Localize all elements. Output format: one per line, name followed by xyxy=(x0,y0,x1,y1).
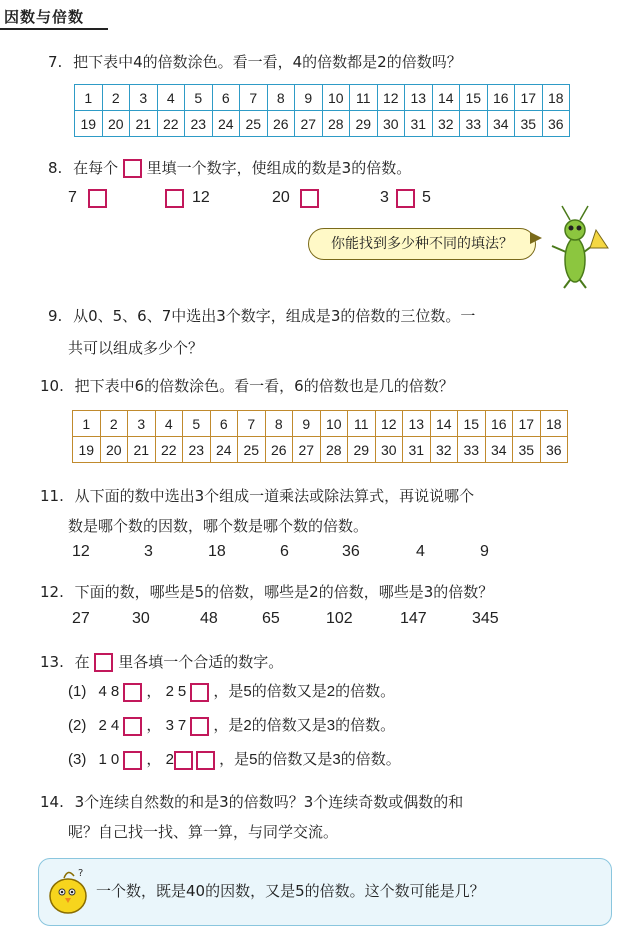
digit-box-4[interactable] xyxy=(396,189,415,208)
table-cell[interactable]: 3 xyxy=(130,85,158,111)
table-cell[interactable]: 21 xyxy=(130,111,158,137)
chick-mascot-icon xyxy=(44,864,92,916)
table-cell[interactable]: 33 xyxy=(460,111,488,137)
question-8-text-after: 里填一个数字，使组成的数是3的倍数。 xyxy=(146,159,412,177)
question-7-text: 把下表中4的倍数涂色。看一看，4的倍数都是2的倍数吗？ xyxy=(73,53,462,71)
table-cell[interactable]: 6 xyxy=(210,411,238,437)
item-1-prefix: 7 xyxy=(68,189,77,206)
table-cell[interactable]: 26 xyxy=(265,437,293,463)
sub-number-a: 10 xyxy=(98,751,124,768)
question-10 xyxy=(40,376,454,396)
question-7 xyxy=(48,52,462,72)
separator: ， xyxy=(146,683,162,700)
table-cell[interactable]: 29 xyxy=(348,437,376,463)
table-cell[interactable]: 7 xyxy=(240,85,268,111)
number: 36 xyxy=(342,543,360,560)
digit-box[interactable] xyxy=(190,683,209,702)
number: 6 xyxy=(280,543,289,560)
multiples-table-4 xyxy=(74,84,570,137)
table-cell[interactable]: 15 xyxy=(458,411,486,437)
digit-box[interactable] xyxy=(123,683,142,702)
question-13-sub-1 xyxy=(68,682,395,702)
table-cell[interactable]: 9 xyxy=(295,85,323,111)
sub-number-a: 24 xyxy=(98,717,124,734)
digit-box[interactable] xyxy=(174,751,193,770)
table-cell[interactable]: 23 xyxy=(183,437,211,463)
digit-box-3[interactable] xyxy=(300,189,319,208)
digit-box[interactable] xyxy=(123,717,142,736)
table-cell[interactable]: 11 xyxy=(348,411,376,437)
table-cell[interactable]: 8 xyxy=(265,411,293,437)
question-7-label: 7. xyxy=(48,53,63,71)
grasshopper-mascot-icon xyxy=(540,200,610,290)
number: 65 xyxy=(262,610,280,627)
table-cell[interactable]: 28 xyxy=(320,437,348,463)
item-3-prefix: 20 xyxy=(272,189,290,206)
table-cell[interactable]: 15 xyxy=(460,85,488,111)
number: 48 xyxy=(200,610,218,627)
digit-box[interactable] xyxy=(190,717,209,736)
number: 147 xyxy=(400,610,427,627)
table-cell[interactable]: 34 xyxy=(485,437,513,463)
table-cell[interactable]: 29 xyxy=(350,111,378,137)
table-cell[interactable]: 20 xyxy=(102,111,130,137)
sub-suffix: ，是5的倍数又是3的倍数。 xyxy=(219,751,401,768)
table-cell[interactable]: 7 xyxy=(238,411,266,437)
table-cell[interactable]: 17 xyxy=(513,411,541,437)
question-9-line1: 从0、5、6、7中选出3个数字，组成是3的倍数的三位数。一 xyxy=(73,307,476,325)
table-cell[interactable]: 10 xyxy=(320,411,348,437)
question-14-label: 14. xyxy=(40,793,64,811)
table-cell[interactable]: 17 xyxy=(515,85,543,111)
number: 30 xyxy=(132,610,150,627)
question-10-label: 10. xyxy=(40,377,64,395)
question-9-line2: 共可以组成多少个？ xyxy=(68,339,204,357)
item-4-prefix: 3 xyxy=(380,189,389,206)
question-12-label: 12. xyxy=(40,583,64,601)
separator: ， xyxy=(146,717,162,734)
question-13-text-after: 里各填一个合适的数字。 xyxy=(118,653,284,671)
question-11 xyxy=(40,486,474,506)
table-cell[interactable]: 19 xyxy=(73,437,101,463)
table-cell[interactable]: 22 xyxy=(155,437,183,463)
table-cell[interactable]: 16 xyxy=(487,85,515,111)
question-11-label: 11. xyxy=(40,487,64,505)
question-13-label: 13. xyxy=(40,653,64,671)
table-cell[interactable]: 34 xyxy=(487,111,515,137)
page-header: 因数与倍数 xyxy=(4,8,85,26)
table-cell[interactable]: 30 xyxy=(375,437,403,463)
table-cell[interactable]: 16 xyxy=(485,411,513,437)
sub-number-a: 48 xyxy=(98,683,124,700)
multiples-table-6 xyxy=(72,410,568,463)
table-cell[interactable]: 1 xyxy=(73,411,101,437)
table-cell[interactable]: 8 xyxy=(267,85,295,111)
table-cell[interactable]: 24 xyxy=(210,437,238,463)
question-11-line2: 数是哪个数的因数，哪个数是哪个数的倍数。 xyxy=(68,517,369,535)
table-cell[interactable]: 19 xyxy=(75,111,103,137)
table-cell[interactable]: 28 xyxy=(322,111,350,137)
table-cell[interactable]: 9 xyxy=(293,411,321,437)
sub-suffix: ，是5的倍数又是2的倍数。 xyxy=(213,683,396,700)
table-cell[interactable]: 18 xyxy=(542,85,570,111)
table-cell[interactable]: 32 xyxy=(432,111,460,137)
question-13-sub-3 xyxy=(68,750,401,770)
table-cell[interactable]: 5 xyxy=(185,85,213,111)
table-cell[interactable]: 26 xyxy=(267,111,295,137)
item-2-suffix: 12 xyxy=(192,189,210,206)
table-cell[interactable]: 14 xyxy=(430,411,458,437)
question-10-text: 把下表中6的倍数涂色。看一看，6的倍数也是几的倍数？ xyxy=(74,377,454,395)
table-cell[interactable]: 10 xyxy=(322,85,350,111)
table-cell[interactable]: 5 xyxy=(183,411,211,437)
table-cell[interactable]: 13 xyxy=(405,85,433,111)
question-8 xyxy=(48,158,411,178)
number: 12 xyxy=(72,543,90,560)
table-cell[interactable]: 31 xyxy=(405,111,433,137)
question-12-text: 下面的数，哪些是5的倍数，哪些是2的倍数，哪些是3的倍数？ xyxy=(74,583,494,601)
table-cell[interactable]: 12 xyxy=(377,85,405,111)
number: 9 xyxy=(480,543,489,560)
sub-tag: (2) xyxy=(68,717,87,734)
question-14-line1: 3个连续自然数的和是3的倍数吗？3个连续奇数或偶数的和 xyxy=(74,793,464,811)
sub-tag: (1) xyxy=(68,683,87,700)
digit-box[interactable] xyxy=(196,751,215,770)
table-cell[interactable]: 4 xyxy=(155,411,183,437)
table-cell[interactable]: 6 xyxy=(212,85,240,111)
table-cell[interactable]: 35 xyxy=(515,111,543,137)
table-cell[interactable]: 25 xyxy=(240,111,268,137)
table-cell[interactable]: 12 xyxy=(375,411,403,437)
table-cell[interactable]: 18 xyxy=(540,411,568,437)
item-4-suffix: 5 xyxy=(422,189,431,206)
blank-box-example xyxy=(123,159,142,178)
sub-number-b: 37 xyxy=(165,717,191,734)
question-9 xyxy=(48,306,475,326)
digit-box-1[interactable] xyxy=(88,189,107,208)
question-12 xyxy=(40,582,493,602)
separator: ， xyxy=(146,751,162,768)
number: 102 xyxy=(326,610,353,627)
question-9-label: 9. xyxy=(48,307,63,325)
number: 4 xyxy=(416,543,425,560)
table-cell[interactable]: 21 xyxy=(128,437,156,463)
sub-number-b: 2 xyxy=(165,751,174,768)
question-11-line1: 从下面的数中选出3个组成一道乘法或除法算式，再说说哪个 xyxy=(74,487,475,505)
question-8-text-before: 在每个 xyxy=(73,159,119,177)
table-cell[interactable]: 2 xyxy=(100,411,128,437)
question-14-line2: 呢？自己找一找、算一算，与同学交流。 xyxy=(68,823,339,841)
table-cell[interactable]: 14 xyxy=(432,85,460,111)
sub-tag: (3) xyxy=(68,751,87,768)
table-cell[interactable]: 31 xyxy=(403,437,431,463)
table-cell[interactable]: 23 xyxy=(185,111,213,137)
question-13-sub-2 xyxy=(68,716,395,736)
table-cell[interactable]: 32 xyxy=(430,437,458,463)
table-cell[interactable]: 22 xyxy=(157,111,185,137)
table-cell[interactable]: 25 xyxy=(238,437,266,463)
number: 18 xyxy=(208,543,226,560)
digit-box[interactable] xyxy=(123,751,142,770)
table-cell[interactable]: 30 xyxy=(377,111,405,137)
hint-bubble: 你能找到多少种不同的填法？ xyxy=(308,228,536,260)
number: 3 xyxy=(144,543,153,560)
question-8-label: 8. xyxy=(48,159,63,177)
table-cell[interactable]: 33 xyxy=(458,437,486,463)
svg-text:?: ? xyxy=(78,868,84,879)
question-13 xyxy=(40,652,283,672)
table-cell[interactable]: 27 xyxy=(293,437,321,463)
table-cell[interactable]: 27 xyxy=(295,111,323,137)
number: 345 xyxy=(472,610,499,627)
table-cell[interactable]: 1 xyxy=(75,85,103,111)
table-cell[interactable]: 36 xyxy=(542,111,570,137)
table-cell[interactable]: 13 xyxy=(403,411,431,437)
challenge-text: 一个数，既是40的因数，又是5的倍数。这个数可能是几？ xyxy=(96,882,485,900)
blank-box-example xyxy=(94,653,113,672)
table-cell[interactable]: 35 xyxy=(513,437,541,463)
table-cell[interactable]: 20 xyxy=(100,437,128,463)
table-cell[interactable]: 3 xyxy=(128,411,156,437)
header-underline xyxy=(0,28,108,30)
number: 27 xyxy=(72,610,90,627)
table-cell[interactable]: 11 xyxy=(350,85,378,111)
table-cell[interactable]: 2 xyxy=(102,85,130,111)
sub-suffix: ，是2的倍数又是3的倍数。 xyxy=(213,717,396,734)
digit-box-2[interactable] xyxy=(165,189,184,208)
table-cell[interactable]: 24 xyxy=(212,111,240,137)
question-14 xyxy=(40,792,463,812)
table-cell[interactable]: 36 xyxy=(540,437,568,463)
table-cell[interactable]: 4 xyxy=(157,85,185,111)
sub-number-b: 25 xyxy=(165,683,191,700)
question-13-text-before: 在 xyxy=(74,653,90,671)
